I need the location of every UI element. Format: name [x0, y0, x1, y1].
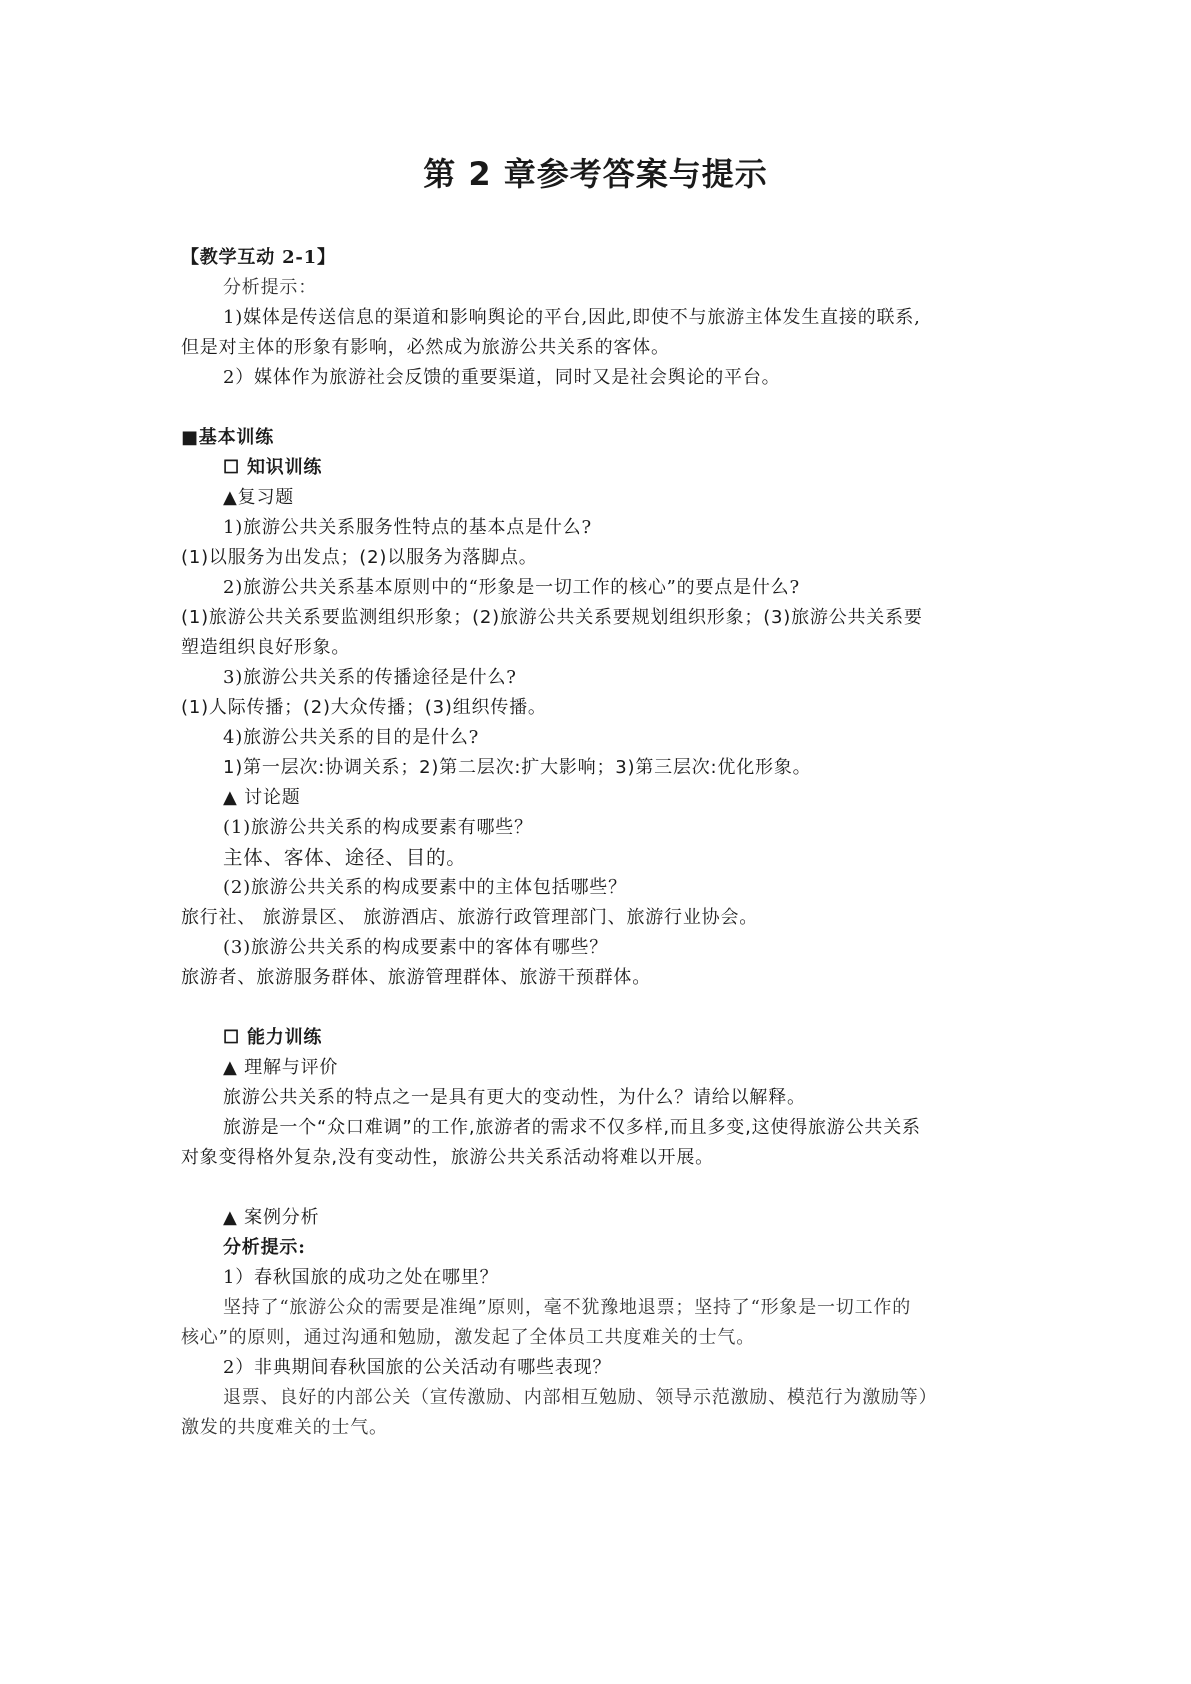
answer: (1)以服务为出发点；(2)以服务为落脚点。 — [181, 547, 538, 568]
question: (3)旅游公共关系的构成要素中的客体有哪些？ — [223, 937, 609, 958]
answer: 主体、客体、途径、目的。 — [223, 846, 467, 869]
hint-label: 分析提示： — [223, 277, 317, 298]
question: 旅游公共关系的特点之一是具有更大的变动性，为什么？请给以解释。 — [223, 1087, 806, 1108]
answer: 1)第一层次:协调关系；2)第二层次:扩大影响；3)第三层次:优化形象。 — [223, 757, 812, 778]
case-hint-label: 分析提示: — [223, 1237, 306, 1258]
question: (2)旅游公共关系的构成要素中的主体包括哪些？ — [223, 877, 627, 898]
answer: 塑造组织良好形象。 — [181, 637, 351, 658]
section-heading-interaction: 【教学互动 2-1】 — [181, 247, 336, 268]
answer: 退票、良好的内部公关（宣传激励、内部相互勉励、领导示范激励、模范行为激励等） — [223, 1387, 938, 1408]
answer: 坚持了“旅游公众的需要是准绳”原则，毫不犹豫地退票；坚持了“形象是一切工作的 — [223, 1297, 912, 1318]
page-title: 第 2 章参考答案与提示 — [423, 155, 768, 193]
question: 3)旅游公共关系的传播途径是什么? — [223, 667, 517, 688]
discussion-heading: ▲ 讨论题 — [223, 787, 301, 808]
question: (1)旅游公共关系的构成要素有哪些？ — [223, 817, 533, 838]
answer: 对象变得格外复杂,没有变动性，旅游公共关系活动将难以开展。 — [181, 1147, 714, 1168]
answer: 旅游是一个“众口难调”的工作,旅游者的需求不仅多样,而且多变,这使得旅游公共关系 — [223, 1117, 921, 1138]
answer: (1)人际传播；(2)大众传播；(3)组织传播。 — [181, 697, 547, 718]
paragraph-line: 但是对主体的形象有影响，必然成为旅游公共关系的客体。 — [181, 337, 670, 358]
answer: (1)旅游公共关系要监测组织形象；(2)旅游公共关系要规划组织形象；(3)旅游公共关系要 — [181, 607, 923, 628]
eval-heading: ▲ 理解与评价 — [223, 1057, 339, 1078]
paragraph-line: 2）媒体作为旅游社会反馈的重要渠道，同时又是社会舆论的平台。 — [223, 367, 781, 388]
question: 1)旅游公共关系服务性特点的基本点是什么? — [223, 517, 592, 538]
question: 4)旅游公共关系的目的是什么? — [223, 727, 480, 748]
review-heading: ▲复习题 — [223, 487, 295, 508]
section-heading-basic: ■基本训练 — [181, 427, 275, 448]
question: 2)旅游公共关系基本原则中的“形象是一切工作的核心”的要点是什么? — [223, 577, 800, 598]
case-heading: ▲ 案例分析 — [223, 1207, 320, 1228]
subsection-heading-knowledge: ☐ 知识训练 — [223, 457, 323, 478]
question: 1）春秋国旅的成功之处在哪里？ — [223, 1267, 499, 1288]
paragraph-line: 1)媒体是传送信息的渠道和影响舆论的平台,因此,即使不与旅游主体发生直接的联系, — [223, 307, 921, 328]
subsection-heading-ability: ☐ 能力训练 — [223, 1027, 323, 1048]
answer: 核心”的原则，通过沟通和勉励，激发起了全体员工共度难关的士气。 — [181, 1327, 755, 1348]
question: 2）非典期间春秋国旅的公关活动有哪些表现？ — [223, 1357, 612, 1378]
answer: 激发的共度难关的士气。 — [181, 1417, 388, 1438]
answer: 旅游者、旅游服务群体、旅游管理群体、旅游干预群体。 — [181, 967, 651, 988]
answer: 旅行社、 旅游景区、 旅游酒店、旅游行政管理部门、旅游行业协会。 — [181, 907, 759, 928]
